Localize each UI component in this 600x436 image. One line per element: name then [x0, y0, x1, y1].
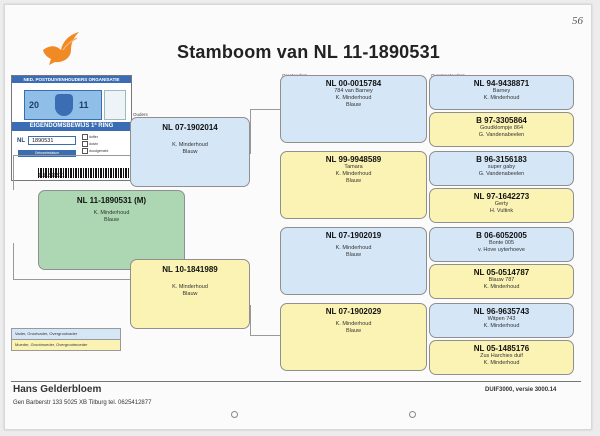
card-checkbox-label: doodgemeld [89, 148, 109, 153]
card-year-left: 20 [29, 100, 40, 110]
grandparent-line: K. Minderhoud [335, 171, 372, 177]
great-grandparent-box [429, 303, 574, 338]
great-grandparent-box [429, 340, 574, 375]
great-grandparent-ring: B 06-6052005 [476, 231, 527, 240]
grandparent-line: Tamara [344, 164, 363, 170]
checkbox-icon [82, 134, 88, 140]
great-grandparent-line: Blauw 787 [488, 277, 515, 283]
card-subtitle: Geboortedatum [18, 150, 76, 157]
parent-line: Blauw [182, 291, 198, 297]
great-grandparent-line: G. Vandenabeelen [478, 171, 525, 177]
grandparent-line: Blauw [346, 102, 361, 108]
great-grandparent-box [429, 151, 574, 186]
parent-ring: NL 10-1841989 [162, 265, 218, 274]
grandparent-line: Blauw [346, 328, 361, 334]
grandparent-line: K. Minderhoud [335, 245, 372, 251]
subject-line: Blauw [104, 217, 119, 223]
dove-logo-icon [41, 30, 81, 66]
great-grandparent-line: v. Hove uyterhoeve [478, 247, 525, 253]
subject-ring: NL 11-1890531 (M) [76, 196, 147, 205]
great-grandparent-line: H. Vultink [489, 208, 514, 214]
connector [250, 305, 281, 336]
great-grandparent-ring: NL 05-1485176 [473, 344, 530, 353]
grandparent-box [280, 303, 427, 371]
legend [11, 328, 121, 351]
great-grandparent-ring: NL 05-0514787 [473, 268, 530, 277]
gen-label-parents: Ouders [133, 112, 148, 117]
grandparent-line: Blauw [346, 252, 361, 258]
parent-line: Blauw [182, 149, 198, 155]
card-year-right: 11 [79, 100, 89, 110]
great-grandparent-line: K. Minderhoud [483, 95, 520, 101]
great-grandparent-line: G. Vandenabeelen [478, 132, 525, 138]
grandparent-line: 784 van Barney [334, 88, 373, 94]
great-grandparent-ring: B 97-3305864 [476, 116, 527, 125]
card-checkbox-label: duivin [89, 141, 99, 146]
great-grandparent-box [429, 227, 574, 262]
legend-male: Vader, Grootvader, Overgrootvader [12, 329, 120, 339]
punch-hole-icon [231, 411, 238, 418]
great-grandparent-box [429, 112, 574, 147]
great-grandparent-line: K. Minderhoud [483, 360, 520, 366]
grandparent-line: K. Minderhoud [335, 321, 372, 327]
great-grandparent-line: Witpen 743 [487, 316, 516, 322]
card-title: EIGENDOMSBEWIJS 1ª RING [12, 122, 131, 131]
grandparent-line: K. Minderhoud [335, 95, 372, 101]
great-grandparent-line: Gerty [494, 201, 509, 207]
grandparent-box [280, 75, 427, 143]
great-grandparent-ring: B 96-3156183 [476, 155, 527, 164]
checkbox-icon [82, 141, 88, 147]
card-org: NED. POSTDUIVENHOUDERS ORGANISATIE [12, 76, 131, 83]
software-version: DUIF3000, versie 3000.14 [485, 387, 557, 393]
great-grandparent-line: Barney [492, 88, 511, 94]
grandparent-ring: NL 07-1902029 [325, 307, 382, 316]
page-title: Stamboom van NL 11-1890531 [177, 42, 440, 62]
grandparent-ring: NL 07-1902019 [325, 231, 382, 240]
parent-box-mother [130, 259, 250, 329]
grandparent-box [280, 151, 427, 219]
owner-address: Gen Barberstr 133 5025 XB Tilburg tel. 0625412877 [13, 400, 152, 406]
legend-female: Moeder, Grootmoeder, Overgrootmoeder [12, 339, 120, 350]
grandparent-line: Blauw [346, 178, 361, 184]
connector [13, 155, 131, 190]
parent-box-father [130, 117, 250, 187]
parent-line: K. Minderhoud [172, 284, 208, 290]
card-checkbox [82, 134, 98, 140]
great-grandparent-box [429, 188, 574, 223]
grandparent-ring: NL 00-0015784 [325, 79, 382, 88]
subject-pigeon-box [38, 190, 185, 270]
card-checkbox-label: doffer [89, 134, 98, 139]
parent-ring: NL 07-1902014 [162, 123, 218, 132]
great-grandparent-line: super gaby [487, 164, 516, 170]
owner-name: Hans Gelderbloem [13, 384, 102, 395]
subject-line: K. Minderhoud [93, 210, 130, 216]
card-checkbox [82, 141, 98, 147]
parent-line: K. Minderhoud [172, 142, 208, 148]
club-emblem-icon [55, 94, 73, 116]
great-grandparent-line: K. Minderhoud [483, 323, 520, 329]
great-grandparent-box [429, 264, 574, 299]
card-country: NL [17, 138, 25, 144]
great-grandparent-ring: NL 94-9438871 [473, 79, 530, 88]
card-stamp [104, 90, 126, 120]
great-grandparent-ring: NL 96-9635743 [473, 307, 530, 316]
barcode-number: 1111890531 [38, 173, 65, 179]
grandparent-ring: NL 99-9948589 [325, 155, 382, 164]
card-checkbox [82, 148, 108, 154]
punch-hole-icon [409, 411, 416, 418]
footer-divider [11, 381, 581, 382]
grandparent-box [280, 227, 427, 295]
great-grandparent-line: Bonte 005 [488, 240, 515, 246]
card-ring-number: 1890531 [28, 136, 76, 145]
checkbox-icon [82, 148, 88, 154]
great-grandparent-line: Zus Harchies duif [480, 353, 523, 359]
great-grandparent-line: Goudklompje 864 [479, 125, 524, 131]
pedigree-sheet [4, 4, 592, 430]
page-number: 56 [572, 15, 583, 27]
great-grandparent-ring: NL 97-1642273 [473, 192, 530, 201]
connector [250, 109, 281, 154]
great-grandparent-box [429, 75, 574, 110]
great-grandparent-line: K. Minderhoud [483, 284, 520, 290]
card-year-panel [24, 90, 102, 120]
